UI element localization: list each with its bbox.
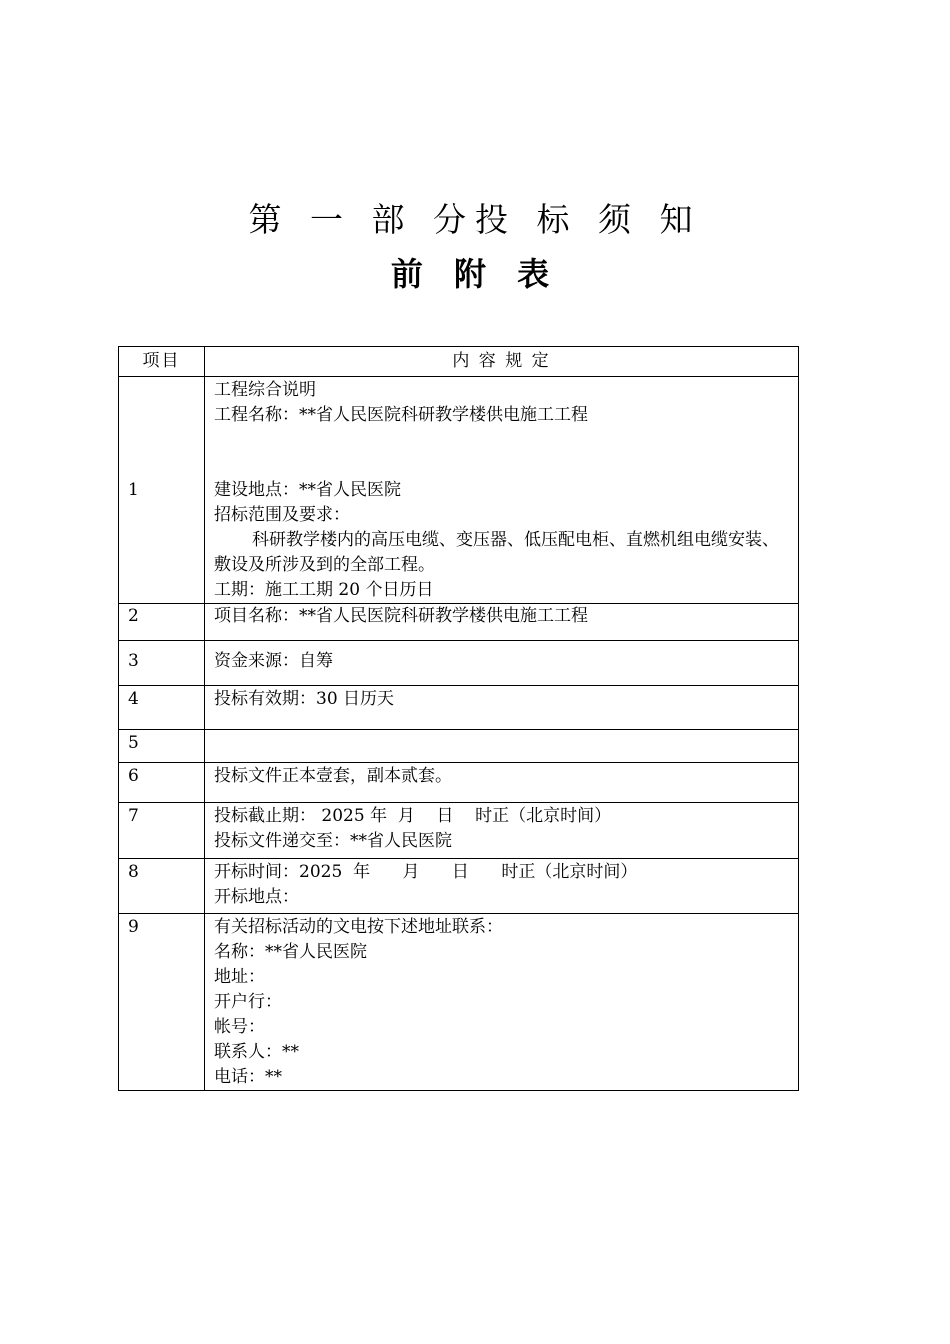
row-content	[205, 730, 799, 763]
content-line: 工程综合说明	[214, 380, 316, 400]
content-line	[214, 453, 794, 478]
header-item: 项目	[119, 347, 205, 377]
content-line: 工期：施工工期 20 个日历日	[214, 580, 434, 600]
content-line: 招标范围及要求：	[214, 505, 350, 525]
header-content: 内 容 规 定	[205, 347, 799, 377]
row-number: 9	[119, 914, 205, 1091]
page-title: 第 一 部 分投 标 须 知	[248, 200, 702, 239]
content-line: 投标有效期：30 日历天	[214, 689, 395, 709]
content-line: 投标文件递交至：**省人民医院	[214, 831, 452, 851]
info-table	[118, 346, 799, 1091]
table-row	[119, 686, 799, 730]
content-line: 建设地点：**省人民医院	[214, 480, 401, 500]
table-row	[119, 914, 799, 1091]
table-row	[119, 604, 799, 641]
table-row	[119, 859, 799, 914]
row-content	[205, 914, 799, 1091]
content-line: 投标文件正本壹套，副本贰套。	[214, 766, 452, 786]
content-line: 有关招标活动的文电按下述地址联系：	[214, 917, 503, 937]
row-number: 8	[119, 859, 205, 914]
content-line: 资金来源：自筹	[214, 651, 333, 671]
content-line: 名称：**省人民医院	[214, 942, 367, 962]
content-line: 开标时间：2025 年 月 日 时正（北京时间）	[214, 862, 638, 882]
table-row	[119, 730, 799, 763]
row-content	[205, 641, 799, 686]
table-row	[119, 763, 799, 803]
content-line: 开户行：	[214, 992, 282, 1012]
row-content	[205, 763, 799, 803]
table-row	[119, 377, 799, 604]
row-number: 1	[119, 377, 205, 604]
content-line: 开标地点：	[214, 887, 299, 907]
row-number: 3	[119, 641, 205, 686]
content-line: 地址：	[214, 967, 265, 987]
table-row	[119, 803, 799, 859]
content-line: 项目名称：**省人民医院科研教学楼供电施工工程	[214, 606, 588, 626]
row-number: 7	[119, 803, 205, 859]
table-row	[119, 641, 799, 686]
row-number: 6	[119, 763, 205, 803]
content-line: 帐号：	[214, 1017, 265, 1037]
row-number: 2	[119, 604, 205, 641]
content-line: 联系人：**	[214, 1042, 299, 1062]
row-content	[205, 803, 799, 859]
row-content	[205, 604, 799, 641]
content-line: 电话：**	[214, 1067, 282, 1087]
row-number: 4	[119, 686, 205, 730]
row-content	[205, 377, 799, 604]
content-line: 投标截止期： 2025 年 月 日 时正（北京时间）	[214, 806, 612, 826]
page-subtitle: 前 附 表	[390, 255, 560, 293]
row-content	[205, 859, 799, 914]
content-line: 工程名称：**省人民医院科研教学楼供电施工工程	[214, 405, 588, 425]
row-number: 5	[119, 730, 205, 763]
content-line	[214, 428, 794, 453]
table-header-row	[119, 347, 799, 377]
row-content	[205, 686, 799, 730]
content-paragraph: 科研教学楼内的高压电缆、变压器、低压配电柜、直燃机组电缆安装、敷设及所涉及到的全部工程。	[214, 530, 779, 575]
